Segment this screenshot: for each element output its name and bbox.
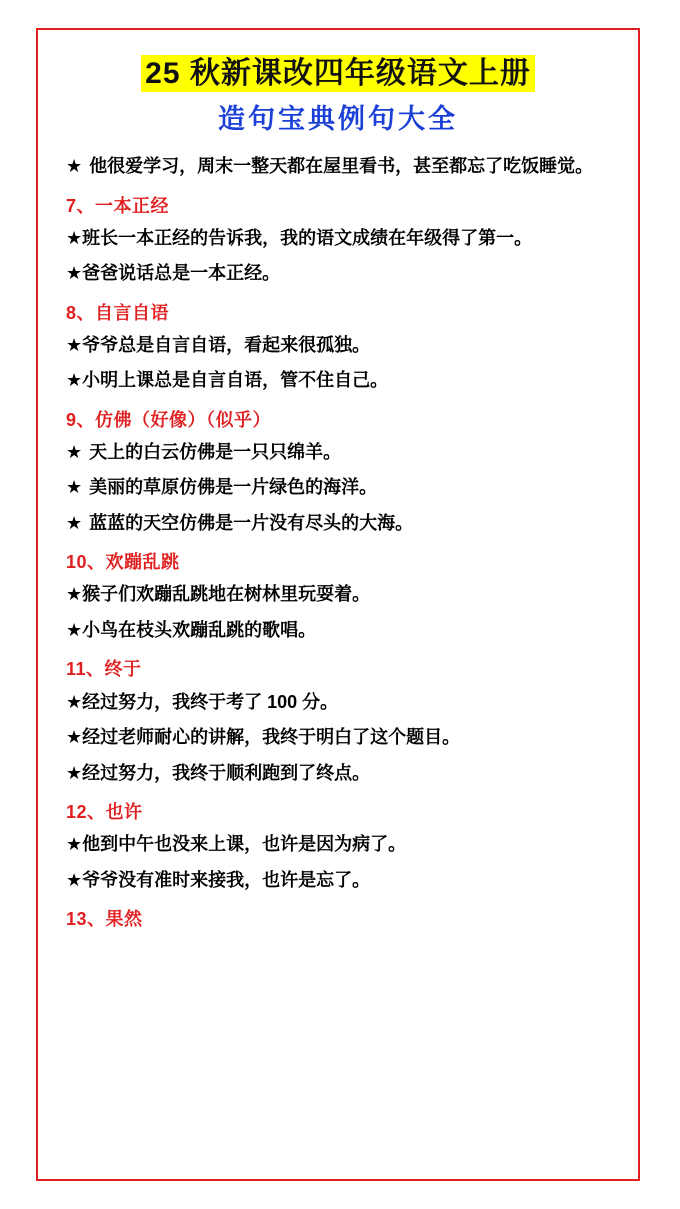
example-sentence — [66, 722, 610, 754]
example-sentence — [66, 508, 610, 540]
section-heading: 9、仿佛（好像）（似乎） — [66, 409, 272, 430]
star-icon: ★ — [66, 441, 83, 462]
content-blocks — [66, 151, 610, 932]
star-icon: ★ — [66, 691, 83, 712]
example-sentence-text: 美丽的草原仿佛是一片绿色的海洋。 — [89, 477, 378, 498]
star-icon: ★ — [66, 869, 83, 890]
example-sentence — [66, 437, 610, 469]
star-icon: ★ — [66, 263, 83, 284]
example-sentence — [66, 365, 610, 397]
example-sentence — [66, 615, 610, 647]
example-sentence-text: 天上的白云仿佛是一只只绵羊。 — [89, 441, 342, 462]
star-icon: ★ — [66, 227, 83, 248]
example-sentence-text: 班长一本正经的告诉我，我的语文成绩在年级得了第一。 — [82, 227, 533, 248]
section-heading: 12、也许 — [66, 802, 143, 823]
example-sentence-text: 他很爱学习，周末一整天都在屋里看书，甚至都忘了吃饭睡觉。 — [89, 156, 594, 177]
star-icon: ★ — [66, 619, 83, 640]
star-icon: ★ — [66, 156, 83, 177]
star-icon: ★ — [66, 584, 83, 605]
star-icon: ★ — [66, 727, 83, 748]
example-sentence-text: 爸爸说话总是一本正经。 — [82, 263, 281, 284]
star-icon: ★ — [66, 334, 83, 355]
star-icon: ★ — [66, 512, 83, 533]
page-subtitle: 造句宝典例句大全 — [218, 104, 458, 134]
example-sentence — [66, 687, 610, 719]
example-sentence — [66, 579, 610, 611]
example-sentence — [66, 330, 610, 362]
example-sentence-text: 爷爷没有准时来接我，也许是忘了。 — [82, 869, 371, 890]
example-sentence-text: 蓝蓝的天空仿佛是一片没有尽头的大海。 — [89, 512, 414, 533]
example-sentence — [66, 865, 610, 897]
example-sentence-text: 经过努力，我终于顺利跑到了终点。 — [82, 762, 371, 783]
example-sentence-text: 小明上课总是自言自语，管不住自己。 — [82, 370, 389, 391]
page-title — [66, 56, 610, 92]
section-heading: 8、自言自语 — [66, 302, 170, 323]
example-sentence-text: 爷爷总是自言自语，看起来很孤独。 — [82, 334, 371, 355]
example-sentence — [66, 472, 610, 504]
example-sentence-text: 猴子们欢蹦乱跳地在树林里玩耍着。 — [82, 584, 371, 605]
example-sentence — [66, 258, 610, 290]
star-icon: ★ — [66, 762, 83, 783]
section-heading: 10、欢蹦乱跳 — [66, 552, 180, 573]
document-content — [66, 28, 610, 932]
page-title-text: 25 秋新课改四年级语文上册 — [141, 55, 535, 92]
example-sentence — [66, 829, 610, 861]
example-sentence-text: 经过努力，我终于考了 100 分。 — [82, 691, 339, 712]
example-sentence — [66, 758, 610, 790]
section-heading: 7、一本正经 — [66, 195, 170, 216]
section-heading: 11、终于 — [66, 659, 142, 680]
example-sentence-text: 经过老师耐心的讲解，我终于明白了这个题目。 — [82, 727, 461, 748]
section-heading: 13、果然 — [66, 909, 143, 930]
example-sentence-text: 他到中午也没来上课，也许是因为病了。 — [82, 834, 407, 855]
star-icon: ★ — [66, 834, 83, 855]
example-sentence-text: 小鸟在枝头欢蹦乱跳的歌唱。 — [82, 619, 317, 640]
example-sentence — [66, 151, 610, 183]
star-icon: ★ — [66, 477, 83, 498]
star-icon: ★ — [66, 370, 83, 391]
example-sentence — [66, 223, 610, 255]
